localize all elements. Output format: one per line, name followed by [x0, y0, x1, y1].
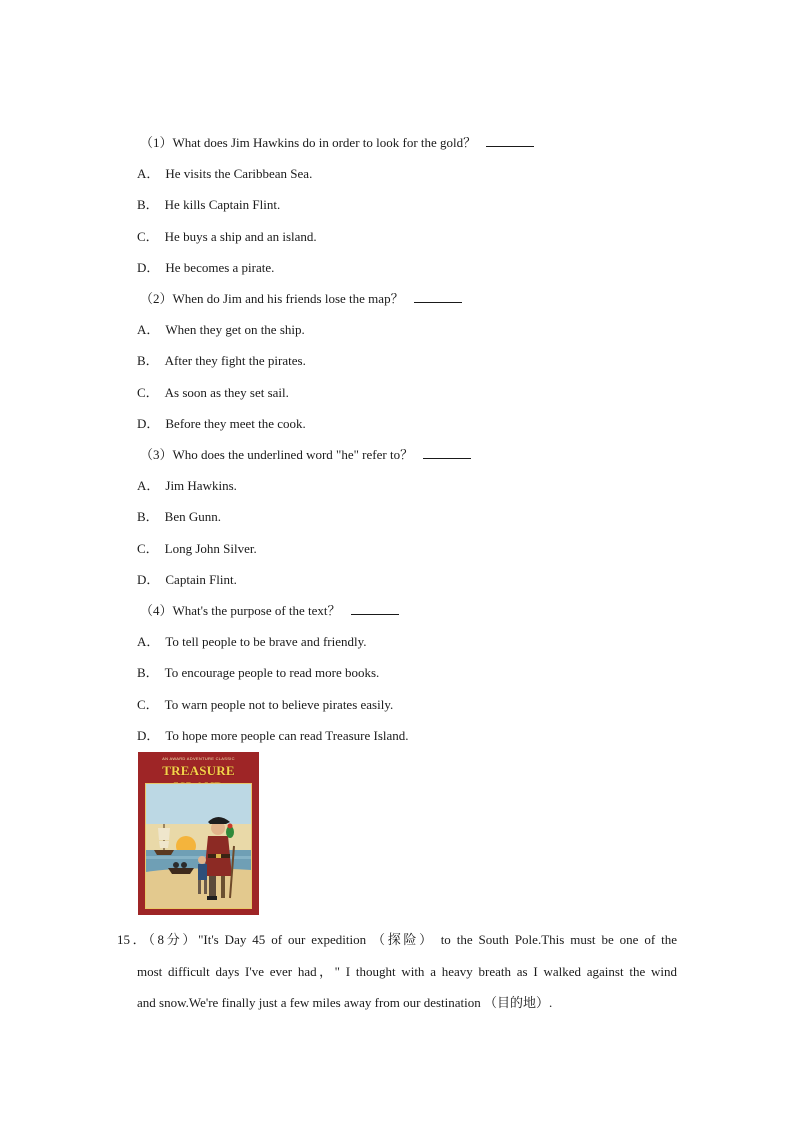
question-1-option-d: D． He becomes a pirate.: [137, 260, 275, 275]
treasure-island-book-cover: [138, 752, 259, 915]
question-2-stem: （2）When do Jim and his friends lose the map？: [140, 290, 462, 308]
cover-illustration: [145, 783, 252, 909]
pirate-illustration: [146, 784, 251, 908]
question-1-stem: （1）What does Jim Hawkins do in order to look for the gold？: [140, 134, 534, 152]
question-2-option-a: A． When they get on the ship.: [137, 322, 305, 337]
answer-blank: [351, 602, 399, 615]
question-3-option-d: D． Captain Flint.: [137, 572, 237, 587]
question-4-option-c: C． To warn people not to believe pirates easily.: [137, 697, 394, 712]
question-15-passage: [117, 924, 677, 1019]
answer-blank: [486, 134, 534, 147]
question-3-stem: （3）Who does the underlined word "he" refer to？: [140, 446, 471, 464]
answer-blank: [414, 290, 462, 303]
question-2-option-d: D． Before they meet the cook.: [137, 416, 306, 431]
question-15-line-3: and snow.We're finally just a few miles away from our destination （目的地）.: [137, 995, 553, 1010]
question-3-option-a: A． Jim Hawkins.: [137, 478, 237, 493]
question-4-option-b: B． To encourage people to read more books.: [137, 665, 380, 680]
question-4-option-d: D． To hope more people can read Treasure Island.: [137, 728, 409, 743]
question-2-option-b: B． After they fight the pirates.: [137, 353, 306, 368]
cover-subtitle: AN AWARD ADVENTURE CLASSIC: [162, 756, 235, 761]
question-3-option-c: C． Long John Silver.: [137, 541, 257, 556]
question-1-option-c: C． He buys a ship and an island.: [137, 229, 317, 244]
cover-title: TREASURE: [162, 763, 235, 778]
question-1-option-a: A． He visits the Caribbean Sea.: [137, 166, 313, 181]
answer-blank: [423, 446, 471, 459]
question-4-stem: （4）What's the purpose of the text？: [140, 602, 399, 620]
question-2-option-c: C． As soon as they set sail.: [137, 385, 289, 400]
question-1-option-b: B． He kills Captain Flint.: [137, 197, 281, 212]
question-15-line-2: most difficult days I've ever had，" I thought with a heavy breath as I walked against the wind: [137, 963, 677, 979]
question-15-line-1: 15．（8分）"It's Day 45 of our expedition （探险） to the South Pole.This must be one of the: [117, 932, 677, 947]
question-3-option-b: B． Ben Gunn.: [137, 509, 222, 524]
question-4-option-a: A． To tell people to be brave and friendly.: [137, 634, 367, 649]
